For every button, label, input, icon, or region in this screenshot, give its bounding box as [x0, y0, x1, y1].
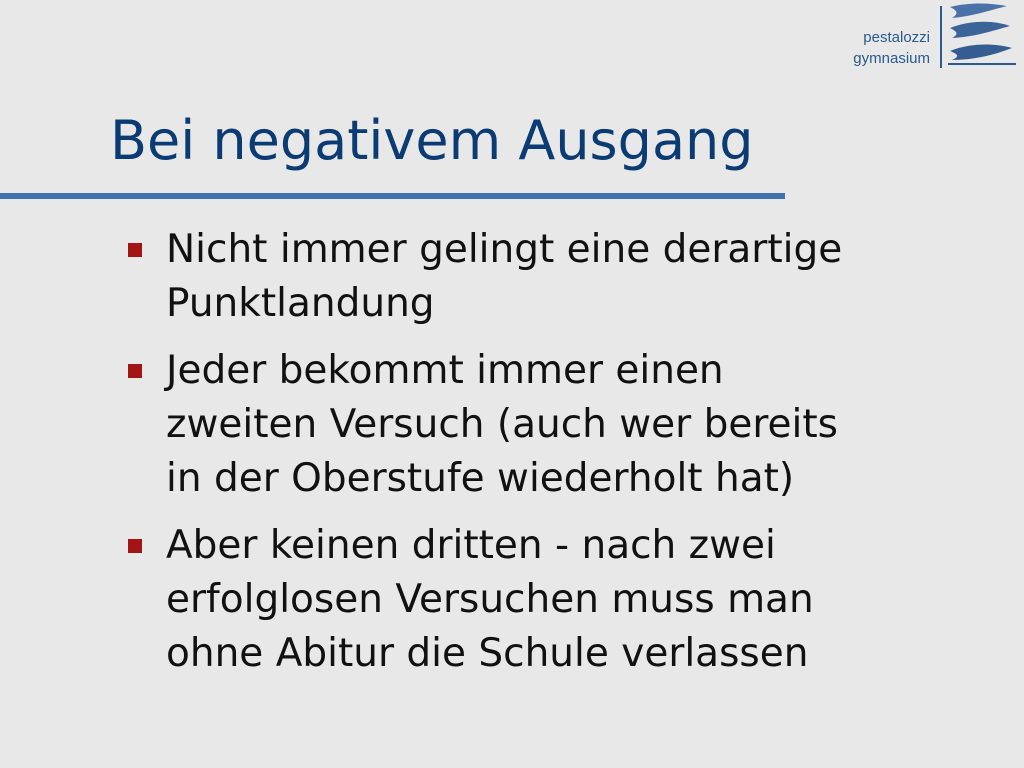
- bullet-item: [128, 519, 1008, 681]
- bullet-line: erfolglosen Versuchen muss man: [166, 577, 814, 622]
- bullet-line: Jeder bekommt immer einen: [166, 348, 724, 393]
- bullet-line: Aber keinen dritten - nach zwei: [166, 523, 776, 568]
- logo: [826, 0, 1016, 72]
- pestalozzi-gymnasium-logo-icon: [940, 0, 1016, 72]
- bullet-line: Nicht immer gelingt eine derartige: [166, 227, 843, 272]
- slide-title: Bei negativem Ausgang: [110, 109, 754, 172]
- square-bullet-icon: [128, 364, 142, 378]
- logo-line-2: gymnasium: [853, 50, 930, 67]
- bullet-list: [128, 223, 1008, 694]
- bullet-line: Punktlandung: [166, 281, 435, 326]
- bullet-item: [128, 344, 1008, 506]
- square-bullet-icon: [128, 539, 142, 553]
- logo-text: [810, 27, 930, 69]
- bullet-item: [128, 223, 1008, 331]
- square-bullet-icon: [128, 243, 142, 257]
- bullet-line: zweiten Versuch (auch wer bereits: [166, 402, 838, 447]
- logo-line-1: pestalozzi: [863, 29, 930, 46]
- bullet-line: ohne Abitur die Schule verlassen: [166, 631, 809, 676]
- title-rule: [0, 193, 785, 199]
- bullet-line: in der Oberstufe wiederholt hat): [166, 456, 795, 501]
